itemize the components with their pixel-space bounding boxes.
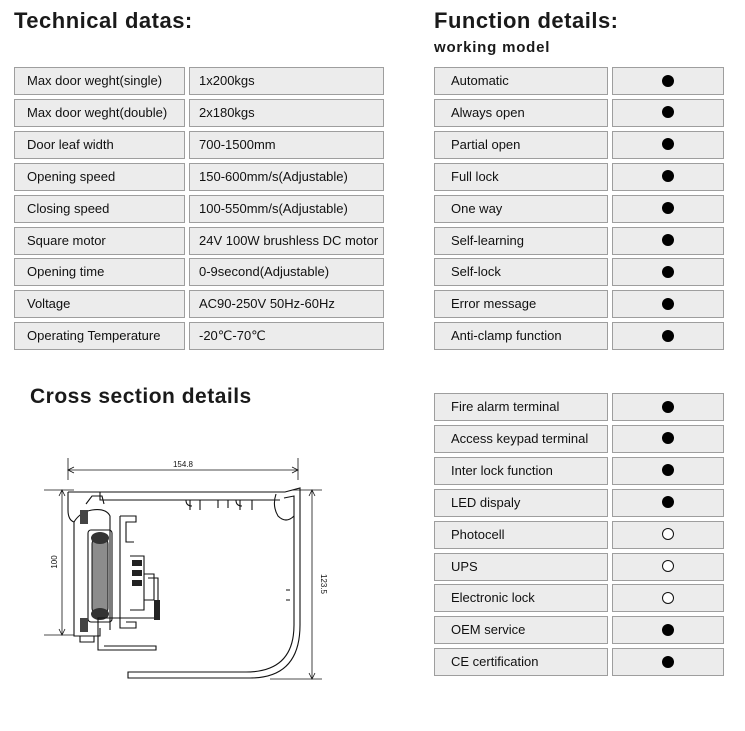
left-height-dimension — [44, 490, 74, 635]
technical-datas-title: Technical datas: — [14, 8, 193, 33]
spec-value: 2x180kgs — [189, 99, 384, 127]
availability-cell — [612, 616, 724, 644]
filled-circle-icon — [662, 401, 674, 413]
table-row-led-dispaly — [434, 489, 724, 517]
filled-circle-icon — [662, 624, 674, 636]
table-row-anti-clamp-function — [434, 322, 724, 350]
empty-circle-icon — [662, 592, 674, 604]
spec-label: Door leaf width — [14, 131, 185, 159]
availability-cell — [612, 425, 724, 453]
availability-cell — [612, 457, 724, 485]
empty-circle-icon — [662, 560, 674, 572]
availability-cell — [612, 553, 724, 581]
filled-circle-icon — [662, 266, 674, 278]
table-row-square-motor — [14, 227, 384, 255]
table-row-photocell — [434, 521, 724, 549]
left-height-dimension-label: 100 — [50, 555, 59, 569]
availability-cell — [612, 393, 724, 421]
right-height-dimension-label: 123.5 — [319, 573, 328, 595]
spec-label: Operating Temperature — [14, 322, 185, 350]
table-row-access-keypad-terminal — [434, 425, 724, 453]
table-row-one-way — [434, 195, 724, 223]
feature-label: Partial open — [434, 131, 608, 159]
availability-cell — [612, 99, 724, 127]
filled-circle-icon — [662, 464, 674, 476]
feature-label: Self-lock — [434, 258, 608, 286]
filled-circle-icon — [662, 330, 674, 342]
filled-circle-icon — [662, 138, 674, 150]
availability-cell — [612, 489, 724, 517]
spec-label: Max door weght(single) — [14, 67, 185, 95]
filled-circle-icon — [662, 75, 674, 87]
bolt — [132, 560, 160, 620]
availability-cell — [612, 648, 724, 676]
table-row-full-lock — [434, 163, 724, 191]
filled-circle-icon — [662, 298, 674, 310]
filled-circle-icon — [662, 234, 674, 246]
table-row-voltage — [14, 290, 384, 318]
feature-label: Self-learning — [434, 227, 608, 255]
feature-label: Fire alarm terminal — [434, 393, 608, 421]
availability-cell — [612, 195, 724, 223]
spec-value: -20℃-70℃ — [189, 322, 384, 350]
availability-cell — [612, 258, 724, 286]
availability-cell — [612, 163, 724, 191]
feature-label: Always open — [434, 99, 608, 127]
width-dimension-label: 154.8 — [172, 460, 194, 469]
spec-value: 24V 100W brushless DC motor — [189, 227, 384, 255]
availability-cell — [612, 290, 724, 318]
table-row-electronic-lock — [434, 584, 724, 612]
availability-cell — [612, 322, 724, 350]
table-row-oem-service — [434, 616, 724, 644]
technical-datas-table — [14, 67, 384, 350]
spec-value: 700-1500mm — [189, 131, 384, 159]
feature-label: OEM service — [434, 616, 608, 644]
spec-label: Square motor — [14, 227, 185, 255]
table-row-always-open — [434, 99, 724, 127]
feature-label: Inter lock function — [434, 457, 608, 485]
empty-circle-icon — [662, 528, 674, 540]
table-row-opening-speed — [14, 163, 384, 191]
feature-label: CE certification — [434, 648, 608, 676]
spec-label: Closing speed — [14, 195, 185, 223]
spec-label: Opening speed — [14, 163, 185, 191]
feature-label: One way — [434, 195, 608, 223]
feature-label: Access keypad terminal — [434, 425, 608, 453]
table-row-operating-temperature — [14, 322, 384, 350]
filled-circle-icon — [662, 496, 674, 508]
availability-cell — [612, 521, 724, 549]
filled-circle-icon — [662, 170, 674, 182]
availability-cell — [612, 584, 724, 612]
function-details-title: Function details: — [434, 8, 619, 33]
filled-circle-icon — [662, 432, 674, 444]
table-row-max-door-weght-single — [14, 67, 384, 95]
availability-cell — [612, 131, 724, 159]
filled-circle-icon — [662, 656, 674, 668]
working-model-subtitle: working model — [434, 39, 551, 56]
filled-circle-icon — [662, 202, 674, 214]
table-row-error-message — [434, 290, 724, 318]
feature-label: Photocell — [434, 521, 608, 549]
table-row-ce-certification — [434, 648, 724, 676]
table-row-self-lock — [434, 258, 724, 286]
spec-value: 1x200kgs — [189, 67, 384, 95]
table-row-ups — [434, 553, 724, 581]
spec-label: Voltage — [14, 290, 185, 318]
table-row-inter-lock-function — [434, 457, 724, 485]
working-model-table — [434, 67, 724, 350]
availability-cell — [612, 67, 724, 95]
feature-label: Full lock — [434, 163, 608, 191]
table-row-door-leaf-width — [14, 131, 384, 159]
table-row-self-learning — [434, 227, 724, 255]
cross-section-title: Cross section details — [30, 385, 252, 408]
feature-label: Error message — [434, 290, 608, 318]
table-row-closing-speed — [14, 195, 384, 223]
spec-value: AC90-250V 50Hz-60Hz — [189, 290, 384, 318]
table-row-max-door-weght-double — [14, 99, 384, 127]
feature-label: Automatic — [434, 67, 608, 95]
spec-value: 100-550mm/s(Adjustable) — [189, 195, 384, 223]
availability-cell — [612, 227, 724, 255]
cross-section-drawing — [40, 450, 330, 690]
feature-label: LED dispaly — [434, 489, 608, 517]
feature-label: Electronic lock — [434, 584, 608, 612]
spec-label: Max door weght(double) — [14, 99, 185, 127]
table-row-partial-open — [434, 131, 724, 159]
features-table — [434, 393, 724, 676]
table-row-automatic — [434, 67, 724, 95]
wheel-assembly — [80, 510, 109, 632]
table-row-opening-time — [14, 258, 384, 286]
spec-value: 150-600mm/s(Adjustable) — [189, 163, 384, 191]
table-row-fire-alarm-terminal — [434, 393, 724, 421]
filled-circle-icon — [662, 106, 674, 118]
spec-label: Opening time — [14, 258, 185, 286]
feature-label: Anti-clamp function — [434, 322, 608, 350]
spec-value: 0-9second(Adjustable) — [189, 258, 384, 286]
feature-label: UPS — [434, 553, 608, 581]
